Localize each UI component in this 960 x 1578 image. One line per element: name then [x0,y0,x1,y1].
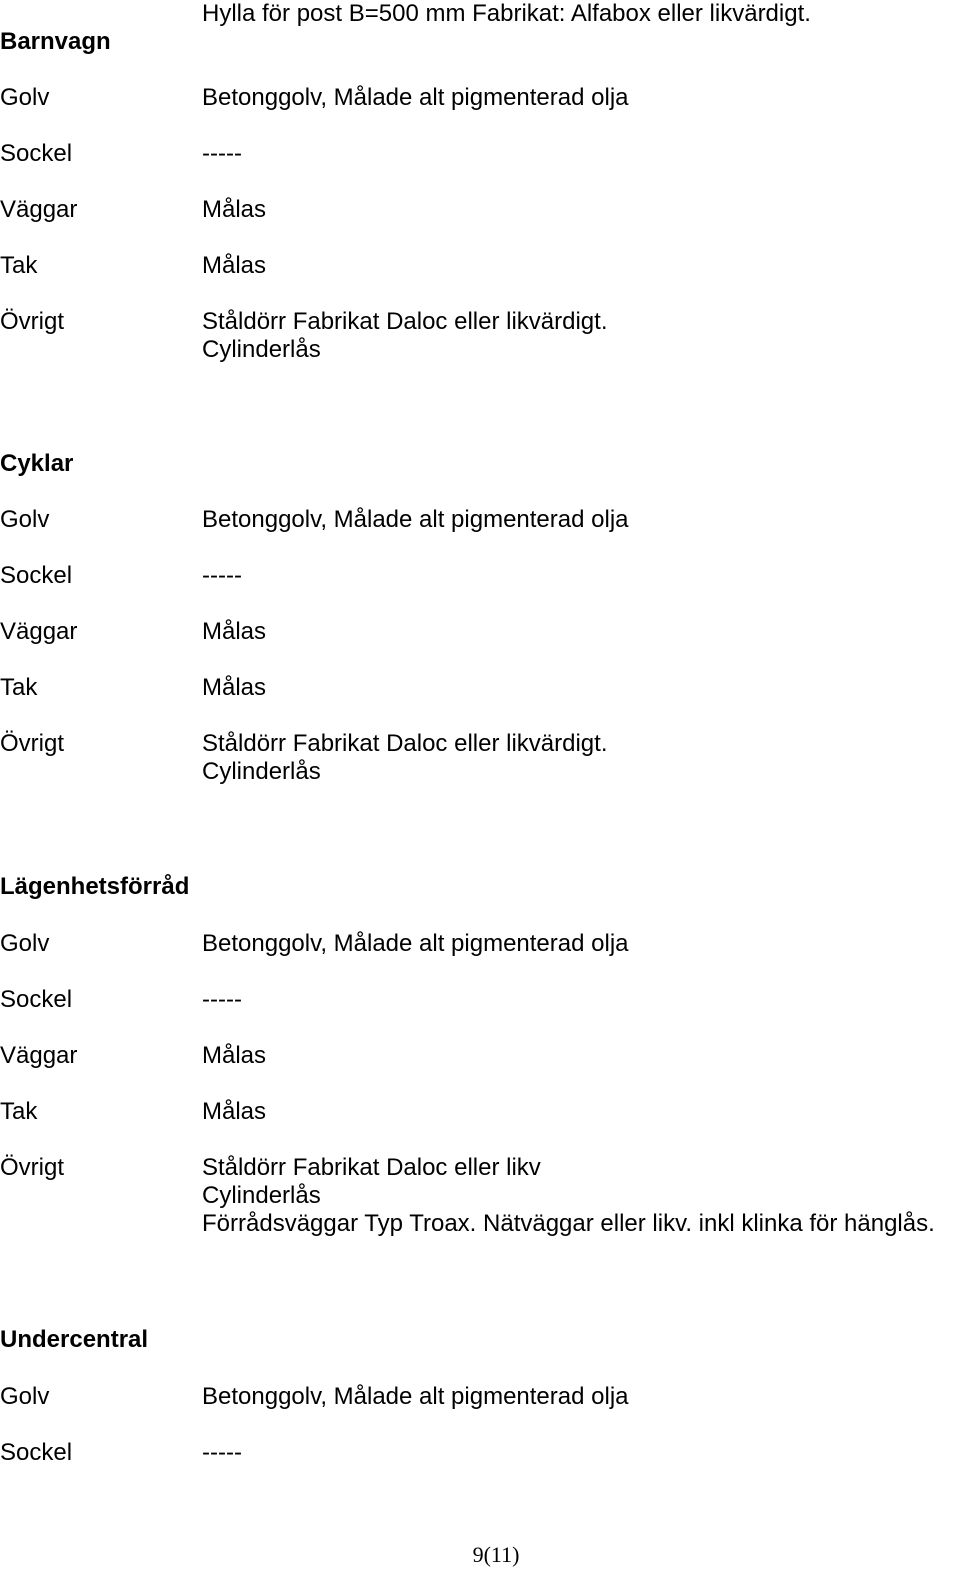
row-label-golv: Golv [0,506,50,533]
row-value-golv: Betonggolv, Målade alt pigmenterad olja [202,84,629,111]
row-value-ovrigt-line: Ståldörr Fabrikat Daloc eller likvärdigt. [202,730,608,757]
row-label-sockel: Sockel [0,562,73,589]
row-label-golv: Golv [0,930,50,957]
section-heading-lagenhetsforrad: Lägenhetsförråd [0,873,190,900]
section-heading-barnvagn: Barnvagn [0,28,111,55]
page-number: 9(11) [472,1542,520,1567]
row-value-ovrigt-line: Cylinderlås [202,336,321,363]
row-label-tak: Tak [0,1098,38,1125]
row-value-ovrigt-line: Cylinderlås [202,1182,321,1209]
row-label-vaggar: Väggar [0,1042,78,1069]
row-label-tak: Tak [0,674,38,701]
row-value-sockel: ----- [202,986,242,1013]
row-value-ovrigt-line: Ståldörr Fabrikat Daloc eller likvärdigt. [202,308,608,335]
row-value-ovrigt-line: Förrådsväggar Typ Troax. Nätväggar eller likv. inkl klinka för hänglås. [202,1210,935,1237]
row-value-vaggar: Målas [202,1042,267,1069]
row-value-golv: Betonggolv, Målade alt pigmenterad olja [202,1383,629,1410]
row-value-tak: Målas [202,674,267,701]
row-value-sockel: ----- [202,562,242,589]
row-value-ovrigt-line: Cylinderlås [202,758,321,785]
row-label-sockel: Sockel [0,1439,73,1466]
row-value-vaggar: Målas [202,196,267,223]
row-label-sockel: Sockel [0,140,73,167]
section-heading-cyklar: Cyklar [0,450,74,477]
row-value-tak: Målas [202,252,267,279]
row-label-ovrigt: Övrigt [0,1154,65,1181]
row-value-vaggar: Målas [202,618,267,645]
row-label-vaggar: Väggar [0,196,78,223]
row-label-golv: Golv [0,84,50,111]
row-value-golv: Betonggolv, Målade alt pigmenterad olja [202,506,629,533]
row-value-sockel: ----- [202,140,242,167]
section-heading-undercentral: Undercentral [0,1326,149,1353]
shelf-note: Hylla för post B=500 mm Fabrikat: Alfabox eller likvärdigt. [202,0,811,27]
row-label-vaggar: Väggar [0,618,78,645]
row-label-sockel: Sockel [0,986,73,1013]
row-label-ovrigt: Övrigt [0,730,65,757]
row-label-golv: Golv [0,1383,50,1410]
row-value-ovrigt-line: Ståldörr Fabrikat Daloc eller likv [202,1154,541,1181]
row-label-tak: Tak [0,252,38,279]
row-value-tak: Målas [202,1098,267,1125]
row-value-golv: Betonggolv, Målade alt pigmenterad olja [202,930,629,957]
row-value-sockel: ----- [202,1439,242,1466]
row-label-ovrigt: Övrigt [0,308,65,335]
